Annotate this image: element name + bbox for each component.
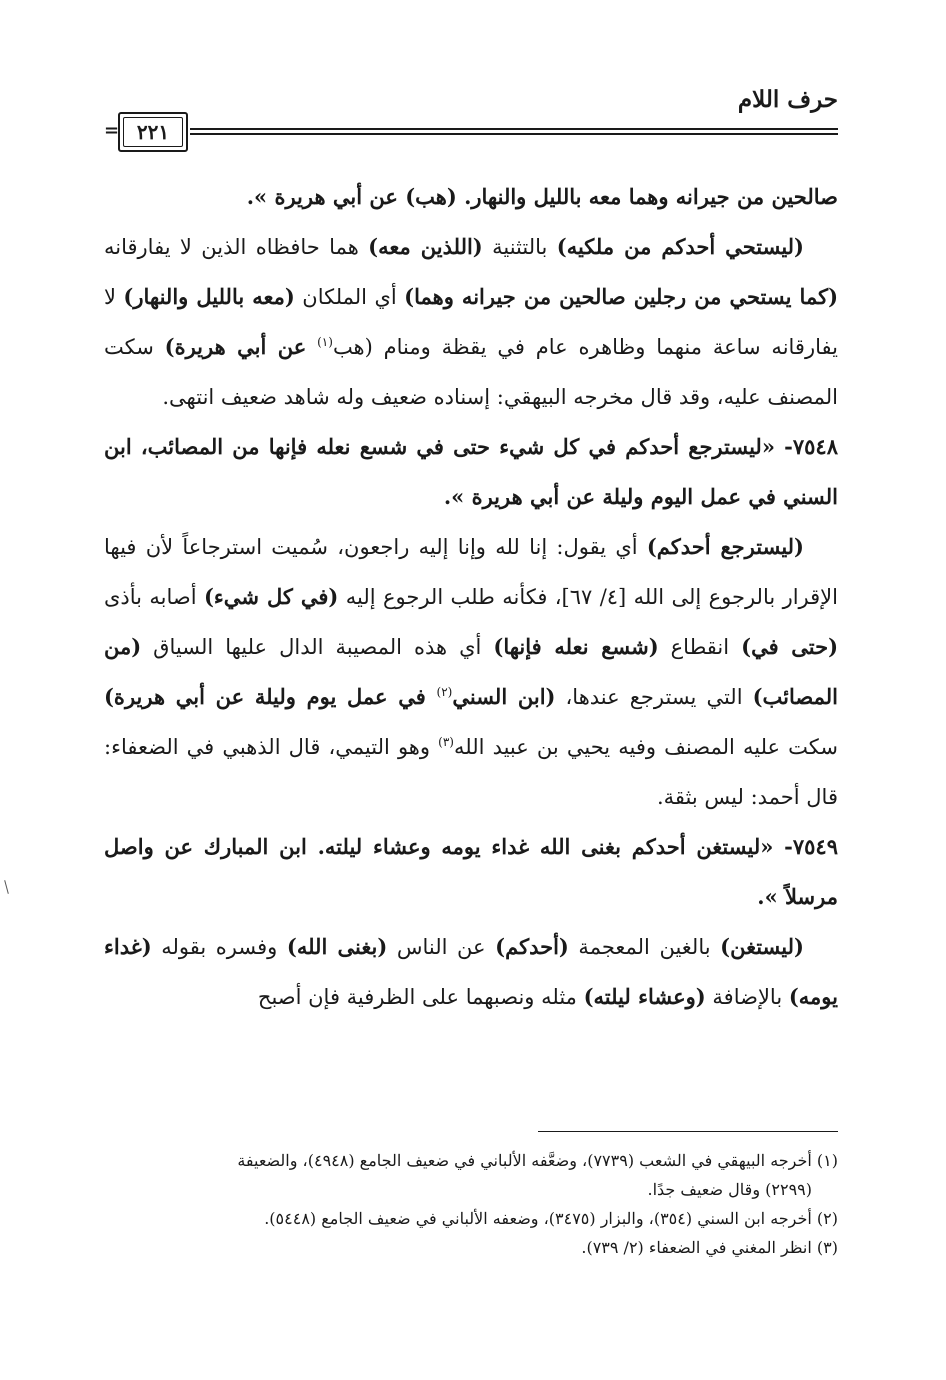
bold-text: (ليسترجع أحدكم) [646,534,804,559]
text [306,335,317,359]
text: سكت المصنف عليه، وقد قال مخرجه البيهقي: إسناده ضعيف وله شاهد ضعيف انتهى. [104,335,838,409]
text: بالغين المعجمة [568,935,721,959]
entry-number: ٧٥٤٩- [784,834,838,859]
text: أي هذه المصيبة الدال عليها السياق [141,635,494,659]
page-number-mark: = [104,120,120,141]
bold-text: (أحدكم) [495,934,569,959]
bold-text: (وعشاء ليلته) [583,984,706,1009]
footnotes [104,1146,838,1262]
paragraph-4 [104,922,838,1022]
bold-text: (غداء يومه) [104,934,838,1009]
bold-text: (ابن السني [452,684,556,709]
text: وفسره بقوله [151,935,287,959]
text: أي يقول: إنا لله وإنا إليه راجعون، سُميت استرجاعاً لأن فيها الإقرار بالرجوع إلى الله [٤/ ٦٧]، فكأنه طلب الرجوع إليه [104,535,838,609]
paragraph-2 [104,222,838,422]
bold-text: (معه بالليل والنهار) [123,284,295,309]
text: هما حافظاه الذين لا يفارقانه [104,235,369,259]
margin-mark [4,880,9,894]
text: انقطاع [658,635,742,659]
text: بالتثنية [482,235,557,259]
footnote-1: (١) أخرجه البيهقي في الشعب (٧٧٣٩)، وضعَّفه الألباني في ضعيف الجامع (٤٩٤٨)، والضعيفة [237,1151,838,1170]
entry-7549 [104,822,838,922]
header-rule [190,128,838,135]
text: وهو التيمي، قال الذهبي في الضعفاء: قال أحمد: ليس بثقة. [104,735,838,809]
bold-text: (من المصائب) [104,634,838,709]
text: لا يفارقانه ساعة منهما وظاهره عام في يقظة ومنام [104,285,838,359]
bold-text: (كما يستحي من رجلين صالحين من جيرانه وهما) [404,284,839,309]
bold-text: (حتى في) [741,634,839,659]
footnote-ref-2[interactable]: (٢) [436,685,453,699]
footnote-3: (٣) انظر المغني في الضعفاء (٢/ ٧٣٩). [581,1238,838,1257]
main-text [104,172,838,1022]
text: بالإضافة [705,985,789,1009]
bold-text: (شسع نعله فإنها) [493,634,659,659]
bold-text: (ليستغن) [720,934,804,959]
text: عن الناس [387,935,496,959]
text: (هب [332,335,373,359]
hadith-text: «ليستغن أحدكم بغنى الله غداء يومه وعشاء ليلته. ابن المبارك عن واصل مرسلاً ». [104,834,838,909]
entry-number: ٧٥٤٨- [784,434,838,459]
bold-text: (ليستحي أحدكم من ملكيه) [556,234,804,259]
text: سكت عليه المصنف وفيه يحيي بن عبيد الله [453,735,838,759]
bold-text: (في كل شيء) [204,584,339,609]
chapter-title: حرف اللام [737,86,838,113]
footnote-1-continued: (٢٢٩٩) وقال ضعيف جدًا. [647,1180,812,1199]
paragraph-3 [104,522,838,822]
footnote-2: (٢) أخرجه ابن السني (٣٥٤)، والبزار (٣٤٧٥)، وضعفه الألباني في ضعيف الجامع (٥٤٤٨). [264,1209,838,1228]
text: التي يسترجع عندها، [555,685,753,709]
page-number-text: ٢٢١ [136,120,170,144]
bold-text: في عمل يوم وليلة عن أبي هريرة) [104,684,437,709]
hadith-text: «ليسترجع أحدكم في كل شيء حتى في شسع نعله فإنها من المصائب، ابن السني في عمل اليوم وليلة عن أبي هريرة ». [104,434,838,509]
footnote-ref-1[interactable]: (١) [317,335,333,349]
bold-text: (بغنى الله) [286,934,388,959]
footnote-ref-3[interactable]: (٣) [438,735,454,749]
text: أصابه بأذى [104,585,204,609]
page-number [118,112,188,152]
footnote-divider [538,1131,838,1132]
paragraph-1 [104,172,838,222]
entry-7548 [104,422,838,522]
bold-text: عن أبي هريرة) [164,334,307,359]
hadith-text: صالحين من جيرانه وهما معه بالليل والنهار. (هب) عن أبي هريرة ». [246,184,838,209]
bold-text: (اللذين معه) [368,234,483,259]
text: مثله ونصبهما على الظرفية فإن أصبح [257,985,584,1009]
text: أي الملكان [294,285,405,309]
